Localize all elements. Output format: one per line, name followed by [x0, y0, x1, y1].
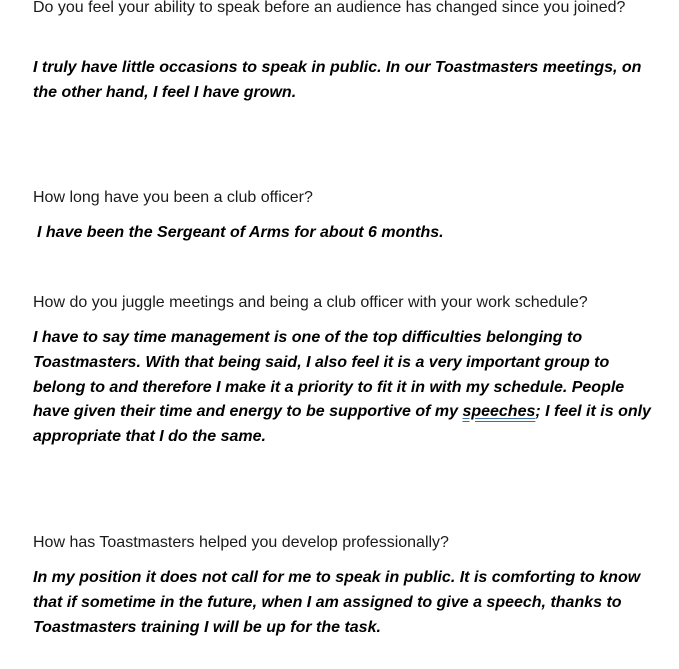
- answer-text: In my position it does not call for me to speak in public. It is comforting to know that if sometime in the future, when I am assigned to give a speech, thanks to Toastmasters training I will be up for the task.: [33, 569, 641, 636]
- answer-text: I have been the Sergeant of Arms for about 6 months.: [37, 224, 444, 241]
- answer-text-part: ; I feel it is only appropriate that I do the same.: [33, 403, 651, 446]
- answer-text: [33, 326, 665, 450]
- question-text: How do you juggle meetings and being a club officer with your work schedule?: [33, 294, 588, 311]
- spelling-flagged-word[interactable]: speeches: [462, 403, 536, 421]
- question-text: How long have you been a club officer?: [33, 189, 313, 206]
- answer-text-part: I have to say time management is one of the top difficulties belonging to Toastmasters. With that being said, I also feel it is a very important group to belong to and therefore I make it a priority to fit it in with my schedule. People have given their time and energy to be supportive of my: [33, 329, 625, 421]
- answer-text: I truly have little occasions to speak in public. In our Toastmasters meetings, on the other hand, I feel I have grown.: [33, 59, 642, 101]
- question-text: How has Toastmasters helped you develop professionally?: [33, 534, 449, 551]
- question-text: Do you feel your ability to speak before an audience has changed since you joined?: [33, 0, 626, 16]
